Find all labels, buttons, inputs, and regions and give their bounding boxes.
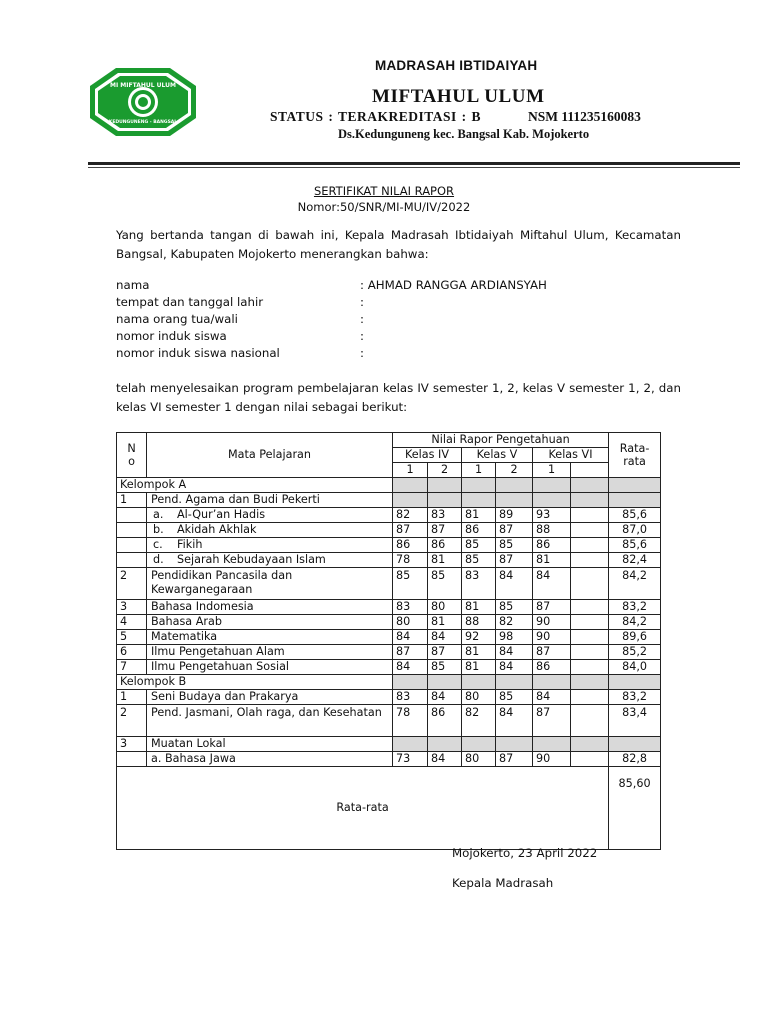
score-cell: 84: [428, 630, 462, 645]
col-no-header: [117, 433, 147, 478]
shaded-cell: [533, 478, 571, 493]
row-number: 2: [117, 705, 147, 737]
score-cell: [571, 553, 609, 568]
intro-paragraph: Yang bertanda tangan di bawah ini, Kepala Madrasah Ibtidaiyah Miftahul Ulum, Kecamatan Bangsal, Kabupaten Mojokerto menerangkan bahwa:: [116, 228, 681, 261]
average-cell: 87,0: [609, 523, 661, 538]
table-row: [117, 493, 661, 508]
score-cell: 89: [496, 508, 533, 523]
subject-name: a. Bahasa Jawa: [147, 752, 393, 767]
score-cell: 90: [533, 615, 571, 630]
group-row: [117, 675, 661, 690]
header-divider-thin: [88, 167, 740, 168]
score-cell: 93: [533, 508, 571, 523]
signer-title: Kepala Madrasah: [452, 876, 554, 890]
identity-value: :: [360, 346, 364, 360]
shaded-cell: [393, 737, 428, 752]
subject-name: Pend. Jasmani, Olah raga, dan Kesehatan: [147, 705, 393, 737]
row-number: 5: [117, 630, 147, 645]
col-no-line2: o: [128, 455, 135, 468]
score-cell: 73: [393, 752, 428, 767]
score-cell: 86: [533, 660, 571, 675]
score-cell: 81: [462, 508, 496, 523]
table-row: [117, 752, 661, 767]
score-cell: 85: [428, 660, 462, 675]
identity-label: nomor induk siswa: [116, 329, 227, 343]
accreditation-status: STATUS : TERAKREDITASI : B: [270, 109, 482, 124]
row-number: 1: [117, 690, 147, 705]
score-cell: [571, 752, 609, 767]
score-cell: [571, 615, 609, 630]
statement-paragraph: telah menyelesaikan program pembelajaran kelas IV semester 1, 2, kelas V semester 1, 2, dan kelas VI semester 1 dengan nilai sebagai berikut:: [116, 381, 681, 414]
shaded-cell: [428, 737, 462, 752]
score-cell: 87: [496, 752, 533, 767]
identity-value: :: [360, 329, 364, 343]
score-cell: 80: [428, 600, 462, 615]
score-cell: 82: [462, 705, 496, 737]
class-header: Kelas VI: [533, 448, 609, 463]
score-cell: 87: [533, 705, 571, 737]
score-cell: 81: [462, 645, 496, 660]
group-label: Kelompok B: [117, 675, 393, 690]
score-cell: 87: [428, 645, 462, 660]
shaded-cell: [609, 737, 661, 752]
score-cell: 85: [496, 690, 533, 705]
subject-name: Matematika: [147, 630, 393, 645]
class-header: Kelas V: [462, 448, 533, 463]
score-cell: [571, 508, 609, 523]
score-cell: [571, 660, 609, 675]
score-cell: 78: [393, 553, 428, 568]
score-cell: 86: [393, 538, 428, 553]
shaded-cell: [462, 478, 496, 493]
score-cell: 80: [393, 615, 428, 630]
shaded-cell: [496, 737, 533, 752]
table-row: [117, 630, 661, 645]
average-row: [117, 767, 661, 850]
shaded-cell: [571, 737, 609, 752]
score-cell: 90: [533, 752, 571, 767]
row-number: 6: [117, 645, 147, 660]
semester-header: 1: [393, 463, 428, 478]
identity-label: nama: [116, 278, 150, 292]
shaded-cell: [571, 675, 609, 690]
subject-name: Ilmu Pengetahuan Alam: [147, 645, 393, 660]
score-cell: 84: [496, 645, 533, 660]
semester-header: 2: [496, 463, 533, 478]
subject-name: Seni Budaya dan Prakarya: [147, 690, 393, 705]
score-cell: [571, 523, 609, 538]
score-cell: 80: [462, 752, 496, 767]
subject-name: [147, 538, 393, 553]
score-cell: 81: [428, 553, 462, 568]
grades-table: [116, 432, 661, 850]
score-cell: 86: [533, 538, 571, 553]
row-number: 3: [117, 600, 147, 615]
row-number: [117, 508, 147, 523]
average-cell: 85,6: [609, 538, 661, 553]
score-cell: 84: [496, 660, 533, 675]
average-cell: 85,6: [609, 508, 661, 523]
header-divider: [88, 162, 740, 165]
score-cell: 84: [393, 660, 428, 675]
shaded-cell: [571, 478, 609, 493]
score-cell: 87: [496, 523, 533, 538]
subject-text: Al-Qur’an Hadis: [177, 508, 266, 521]
score-cell: 84: [533, 690, 571, 705]
shaded-cell: [428, 493, 462, 508]
semester-header: [571, 463, 609, 478]
score-cell: 88: [533, 523, 571, 538]
shaded-cell: [533, 493, 571, 508]
score-cell: 85: [496, 538, 533, 553]
score-cell: 81: [462, 600, 496, 615]
table-row: [117, 568, 661, 600]
row-number: [117, 538, 147, 553]
shaded-cell: [428, 675, 462, 690]
score-cell: 84: [428, 690, 462, 705]
row-number: 4: [117, 615, 147, 630]
shaded-cell: [609, 493, 661, 508]
group-row: [117, 478, 661, 493]
table-row: [117, 553, 661, 568]
score-cell: 78: [393, 705, 428, 737]
score-cell: 90: [533, 630, 571, 645]
col-average-header: [609, 433, 661, 478]
score-cell: [571, 690, 609, 705]
nsm-number: NSM 111235160083: [528, 109, 641, 124]
overall-average-value: 85,60: [609, 767, 661, 850]
score-cell: 85: [393, 568, 428, 600]
row-number: 2: [117, 568, 147, 600]
score-cell: 83: [393, 600, 428, 615]
shaded-cell: [609, 675, 661, 690]
score-cell: [571, 538, 609, 553]
score-cell: 82: [496, 615, 533, 630]
subject-name: [147, 523, 393, 538]
col-group-header: Nilai Rapor Pengetahuan: [393, 433, 609, 448]
identity-value: :: [360, 295, 364, 309]
identity-value: :: [360, 312, 364, 326]
table-row: [117, 523, 661, 538]
score-cell: 87: [533, 645, 571, 660]
shaded-cell: [533, 737, 571, 752]
average-cell: 84,2: [609, 615, 661, 630]
table-row: [117, 538, 661, 553]
col-average-line2: rata: [623, 455, 646, 468]
score-cell: 87: [393, 645, 428, 660]
score-cell: [571, 705, 609, 737]
row-number: 3: [117, 737, 147, 752]
subject-letter: c.: [153, 538, 163, 551]
score-cell: 84: [496, 568, 533, 600]
score-cell: 83: [393, 690, 428, 705]
overall-average-label: Rata-rata: [117, 767, 609, 850]
average-cell: 84,2: [609, 568, 661, 600]
shaded-cell: [393, 493, 428, 508]
score-cell: 86: [428, 705, 462, 737]
score-cell: 82: [393, 508, 428, 523]
table-row: [117, 645, 661, 660]
identity-label: tempat dan tanggal lahir: [116, 295, 264, 309]
score-cell: 92: [462, 630, 496, 645]
row-number: [117, 752, 147, 767]
average-cell: 89,6: [609, 630, 661, 645]
score-cell: 88: [462, 615, 496, 630]
table-row: [117, 660, 661, 675]
score-cell: 87: [496, 553, 533, 568]
school-address: Ds.Kedunguneng kec. Bangsal Kab. Mojokerto: [338, 127, 590, 141]
shaded-cell: [609, 478, 661, 493]
score-cell: 81: [428, 615, 462, 630]
class-header: Kelas IV: [393, 448, 462, 463]
subject-text: Fikih: [177, 538, 203, 551]
subject-name: Bahasa Indomesia: [147, 600, 393, 615]
subject-letter: a.: [153, 508, 164, 521]
subject-text: Sejarah Kebudayaan Islam: [177, 553, 326, 566]
document-title: SERTIFIKAT NILAI RAPOR: [313, 184, 455, 198]
table-row: [117, 508, 661, 523]
shaded-cell: [571, 493, 609, 508]
document-number: Nomor:50/SNR/MI-MU/IV/2022: [297, 200, 471, 214]
shaded-cell: [496, 675, 533, 690]
score-cell: 84: [533, 568, 571, 600]
table-row: [117, 737, 661, 752]
score-cell: 86: [462, 523, 496, 538]
score-cell: 86: [428, 538, 462, 553]
score-cell: [571, 568, 609, 600]
col-no-line1: N: [127, 442, 136, 455]
score-cell: 85: [462, 553, 496, 568]
table-row: [117, 705, 661, 737]
row-number: [117, 523, 147, 538]
score-cell: 84: [428, 752, 462, 767]
row-number: 7: [117, 660, 147, 675]
score-cell: 80: [462, 690, 496, 705]
shaded-cell: [462, 493, 496, 508]
score-cell: 81: [462, 660, 496, 675]
school-name: MIFTAHUL ULUM: [372, 86, 545, 107]
score-cell: 84: [393, 630, 428, 645]
subject-name: Bahasa Arab: [147, 615, 393, 630]
subject-letter: d.: [153, 553, 164, 566]
identity-label: nama orang tua/wali: [116, 312, 238, 326]
shaded-cell: [496, 493, 533, 508]
average-cell: 83,2: [609, 600, 661, 615]
shaded-cell: [462, 737, 496, 752]
average-cell: 83,4: [609, 705, 661, 737]
average-cell: 82,8: [609, 752, 661, 767]
score-cell: 87: [428, 523, 462, 538]
identity-label: nomor induk siswa nasional: [116, 346, 280, 360]
score-cell: 85: [496, 600, 533, 615]
shaded-cell: [462, 675, 496, 690]
shaded-cell: [393, 478, 428, 493]
subject-name: [147, 508, 393, 523]
subject-name: Muatan Lokal: [147, 737, 393, 752]
average-cell: 83,2: [609, 690, 661, 705]
average-cell: 84,0: [609, 660, 661, 675]
logo-top-text: MI MIFTAHUL ULUM: [110, 82, 176, 89]
score-cell: 83: [462, 568, 496, 600]
score-cell: 85: [462, 538, 496, 553]
score-cell: 87: [393, 523, 428, 538]
row-number: [117, 553, 147, 568]
subject-name: Ilmu Pengetahuan Sosial: [147, 660, 393, 675]
score-cell: [571, 600, 609, 615]
subject-name: Pend. Agama dan Budi Pekerti: [147, 493, 393, 508]
average-cell: 82,4: [609, 553, 661, 568]
score-cell: [571, 630, 609, 645]
school-logo: [88, 66, 198, 138]
semester-header: 2: [428, 463, 462, 478]
place-date: Mojokerto, 23 April 2022: [452, 846, 598, 860]
table-row: [117, 690, 661, 705]
score-cell: 87: [533, 600, 571, 615]
subject-text: Akidah Akhlak: [177, 523, 257, 536]
subject-name: [147, 553, 393, 568]
average-cell: 85,2: [609, 645, 661, 660]
score-cell: [571, 645, 609, 660]
shaded-cell: [496, 478, 533, 493]
score-cell: 81: [533, 553, 571, 568]
semester-header: 1: [462, 463, 496, 478]
score-cell: 84: [496, 705, 533, 737]
col-average-line1: Rata-: [619, 442, 650, 455]
shaded-cell: [428, 478, 462, 493]
subject-name: Pendidikan Pancasila dan Kewarganegaraan: [147, 568, 393, 600]
logo-bottom-text: KEDUNGUNENG - BANGSAL: [108, 120, 178, 125]
table-row: [117, 600, 661, 615]
row-number: 1: [117, 493, 147, 508]
institution-type: MADRASAH IBTIDAIYAH: [375, 58, 538, 73]
table-row: [117, 615, 661, 630]
col-subject-header: Mata Pelajaran: [147, 433, 393, 478]
identity-value: : AHMAD RANGGA ARDIANSYAH: [360, 278, 547, 292]
shaded-cell: [393, 675, 428, 690]
score-cell: 83: [428, 508, 462, 523]
subject-letter: b.: [153, 523, 164, 536]
shaded-cell: [533, 675, 571, 690]
score-cell: 85: [428, 568, 462, 600]
group-label: Kelompok A: [117, 478, 393, 493]
score-cell: 98: [496, 630, 533, 645]
semester-header: 1: [533, 463, 571, 478]
